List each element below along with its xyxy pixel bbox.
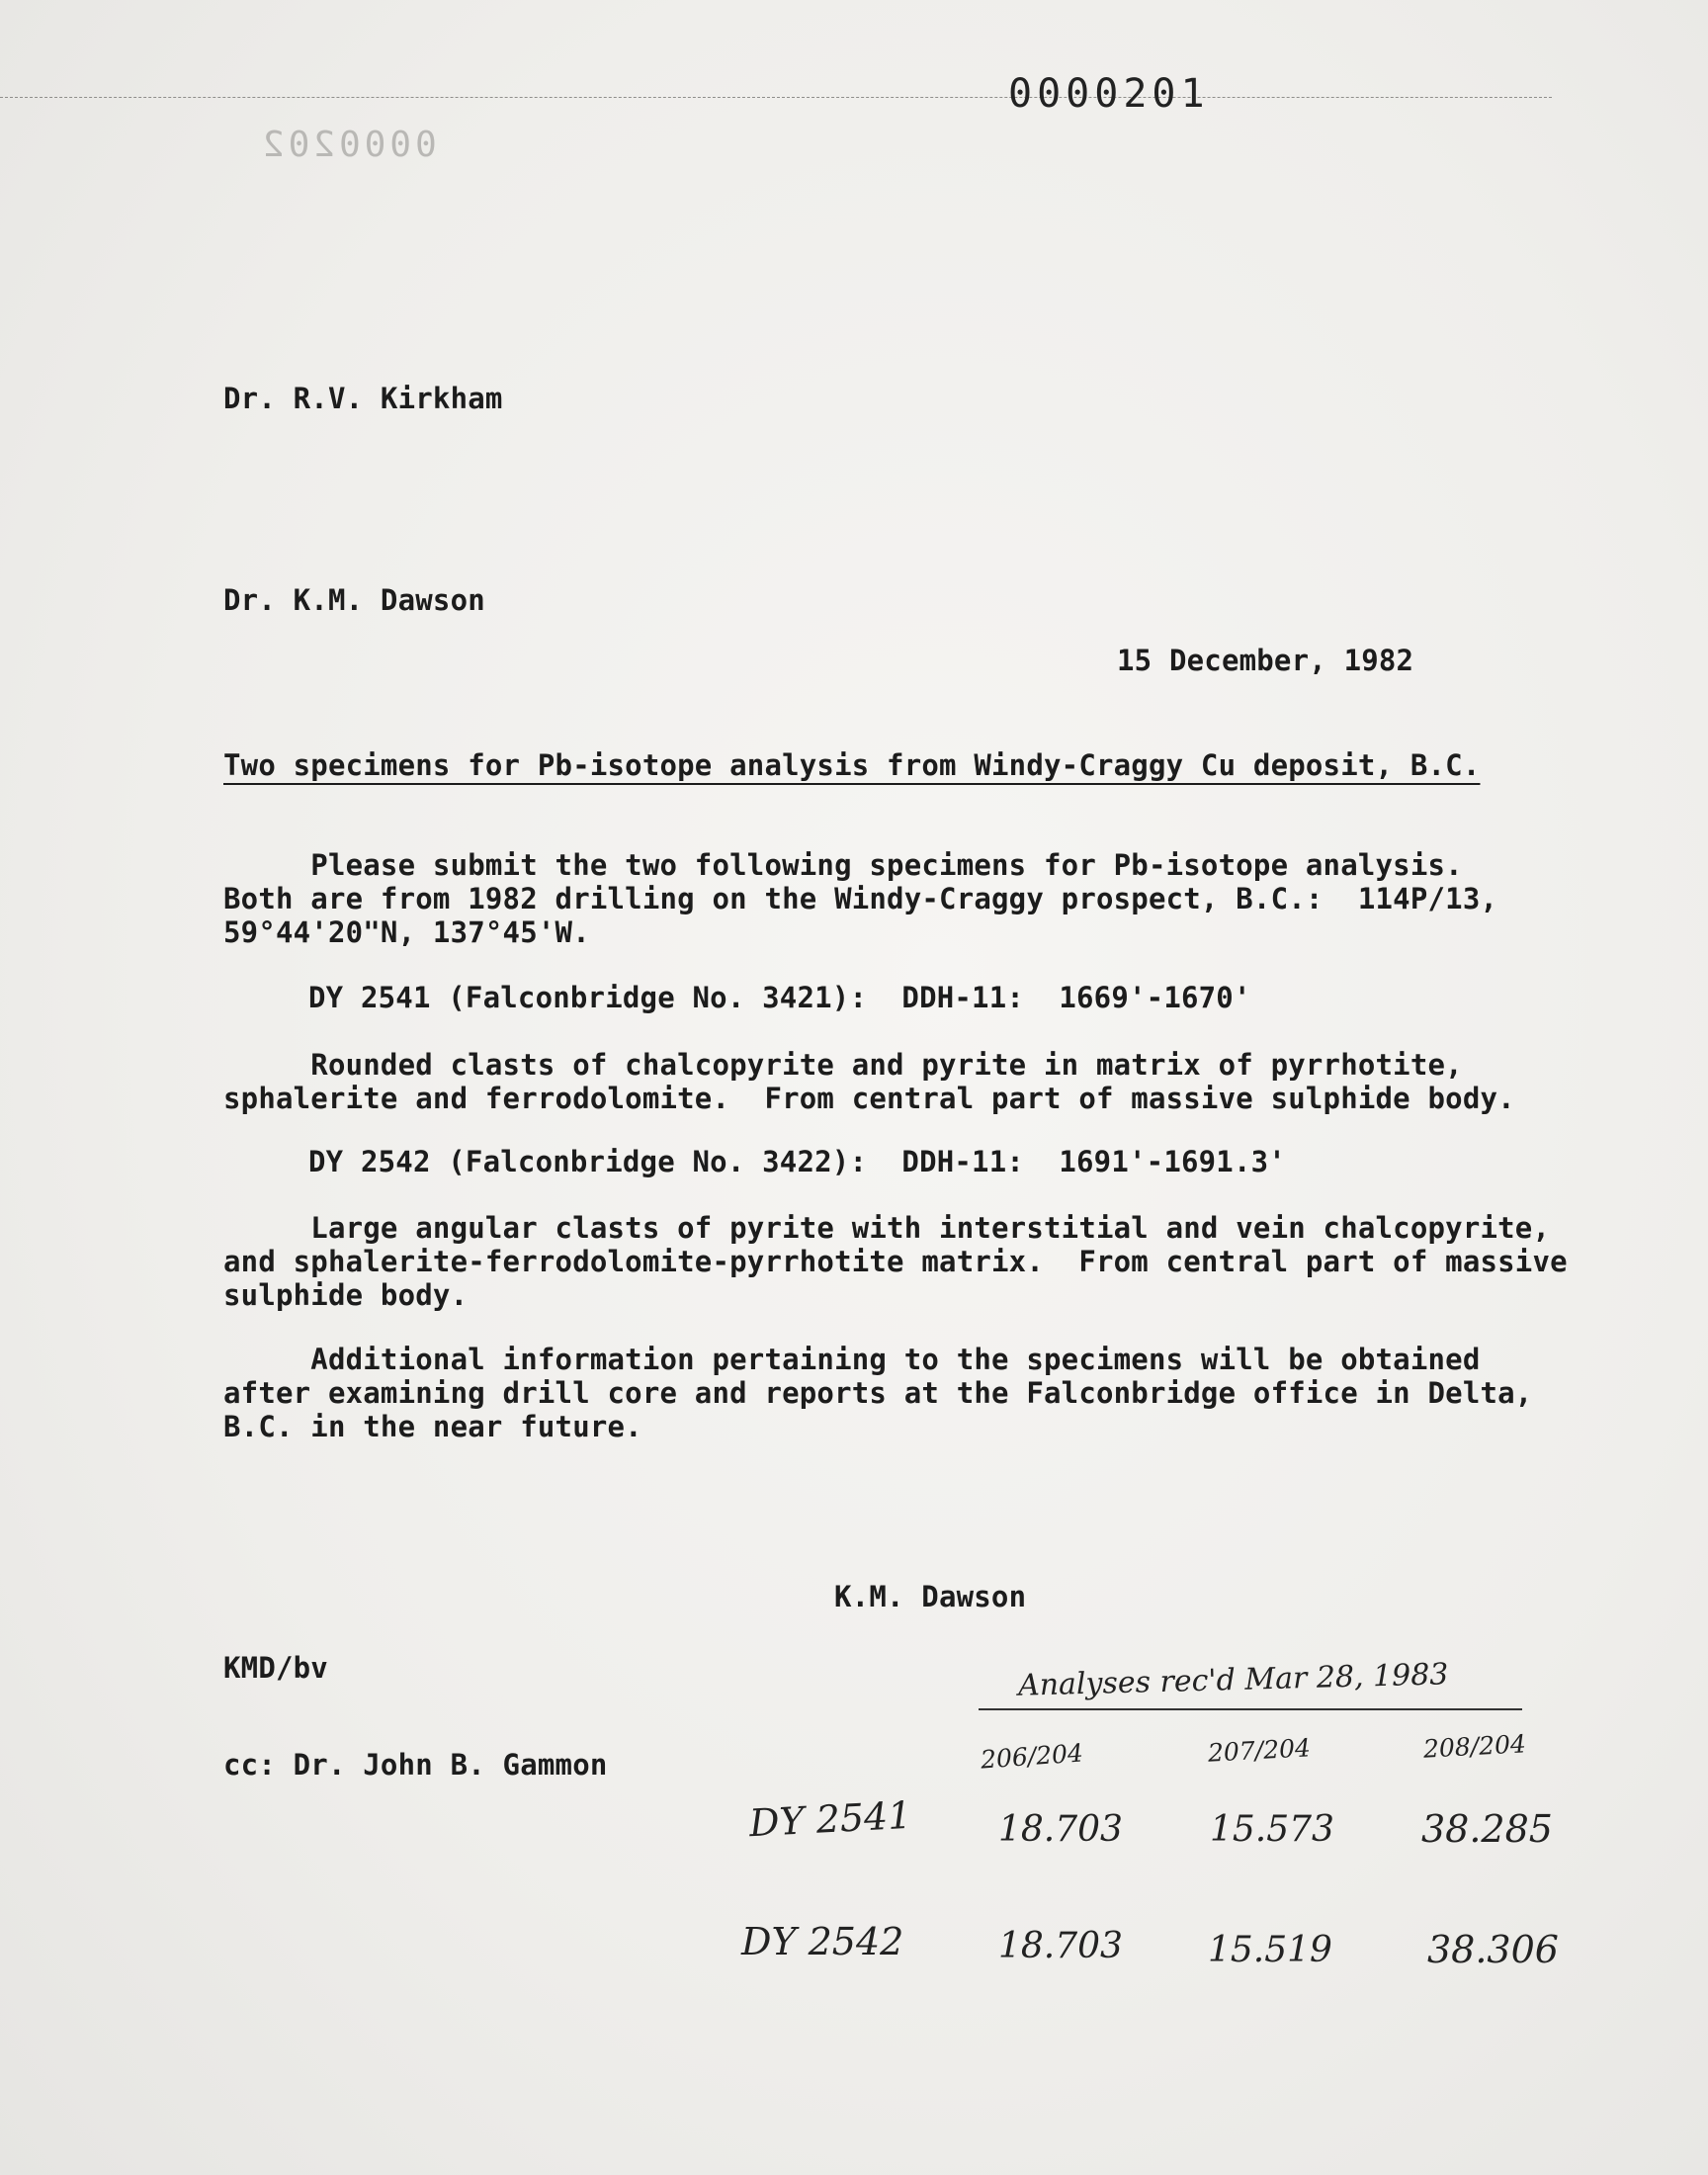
specimen-1-header: DY 2541 (Falconbridge No. 3421): DDH-11: 1669'-1670' [308,981,1251,1014]
handwritten-header-208-204: 208/204 [1422,1729,1527,1764]
handwritten-underline [979,1708,1522,1710]
typist-initials: KMD/bv [223,1651,328,1685]
top-rule [0,97,1552,98]
intro-line: 59°44'20"N, 137°45'W. [223,915,590,949]
document-stamp-number: 0000201 [1008,71,1210,117]
ghost-stamp-number: 0000202 [259,125,437,165]
closing-paragraph [223,1343,1607,1443]
letter-date: 15 December, 1982 [1117,644,1414,677]
intro-line: Please submit the two following specimens for Pb-isotope analysis. [223,848,1463,882]
description-line: and sphalerite-ferrodolomite-pyrrhotite matrix. From central part of massive [223,1245,1568,1278]
sender: Dr. K.M. Dawson [223,583,485,617]
intro-line: Both are from 1982 drilling on the Windy-Craggy prospect, B.C.: 114P/13, [223,882,1498,915]
recipient: Dr. R.V. Kirkham [223,382,503,415]
subject-line: Two specimens for Pb-isotope analysis from Windy-Craggy Cu deposit, B.C. [223,748,1481,782]
handwritten-value: 15.573 [1210,1809,1334,1850]
specimen-1-description [223,1048,1607,1115]
cc-line: cc: Dr. John B. Gammon [223,1748,608,1782]
handwritten-analyses-title: Analyses rec'd Mar 28, 1983 [1017,1657,1449,1703]
handwritten-sample-dy2541: DY 2541 [747,1792,913,1846]
description-line: Large angular clasts of pyrite with interstitial and vein chalcopyrite, [223,1211,1551,1245]
handwritten-header-207-204: 207/204 [1207,1733,1312,1768]
closing-line: Additional information pertaining to the specimens will be obtained [223,1343,1481,1376]
handwritten-sample-dy2542: DY 2542 [741,1920,904,1963]
handwritten-value: 15.519 [1208,1930,1332,1970]
description-line: Rounded clasts of chalcopyrite and pyrite in matrix of pyrrhotite, [223,1048,1463,1082]
handwritten-value: 18.703 [998,1809,1123,1850]
closing-line: B.C. in the near future. [223,1410,642,1443]
closing-line: after examining drill core and reports at the Falconbridge office in Delta, [223,1376,1533,1410]
specimen-2-header: DY 2542 (Falconbridge No. 3422): DDH-11: 1691'-1691.3' [308,1145,1286,1178]
handwritten-header-206-204: 206/204 [980,1738,1084,1775]
handwritten-value: 18.703 [998,1926,1123,1966]
description-line: sulphide body. [223,1278,469,1312]
description-line: sphalerite and ferrodolomite. From central part of massive sulphide body. [223,1082,1515,1115]
intro-paragraph [223,848,1607,949]
signature-name: K.M. Dawson [834,1580,1027,1613]
handwritten-value: 38.285 [1421,1807,1553,1851]
specimen-2-description [223,1211,1607,1312]
handwritten-value: 38.306 [1427,1928,1559,1971]
